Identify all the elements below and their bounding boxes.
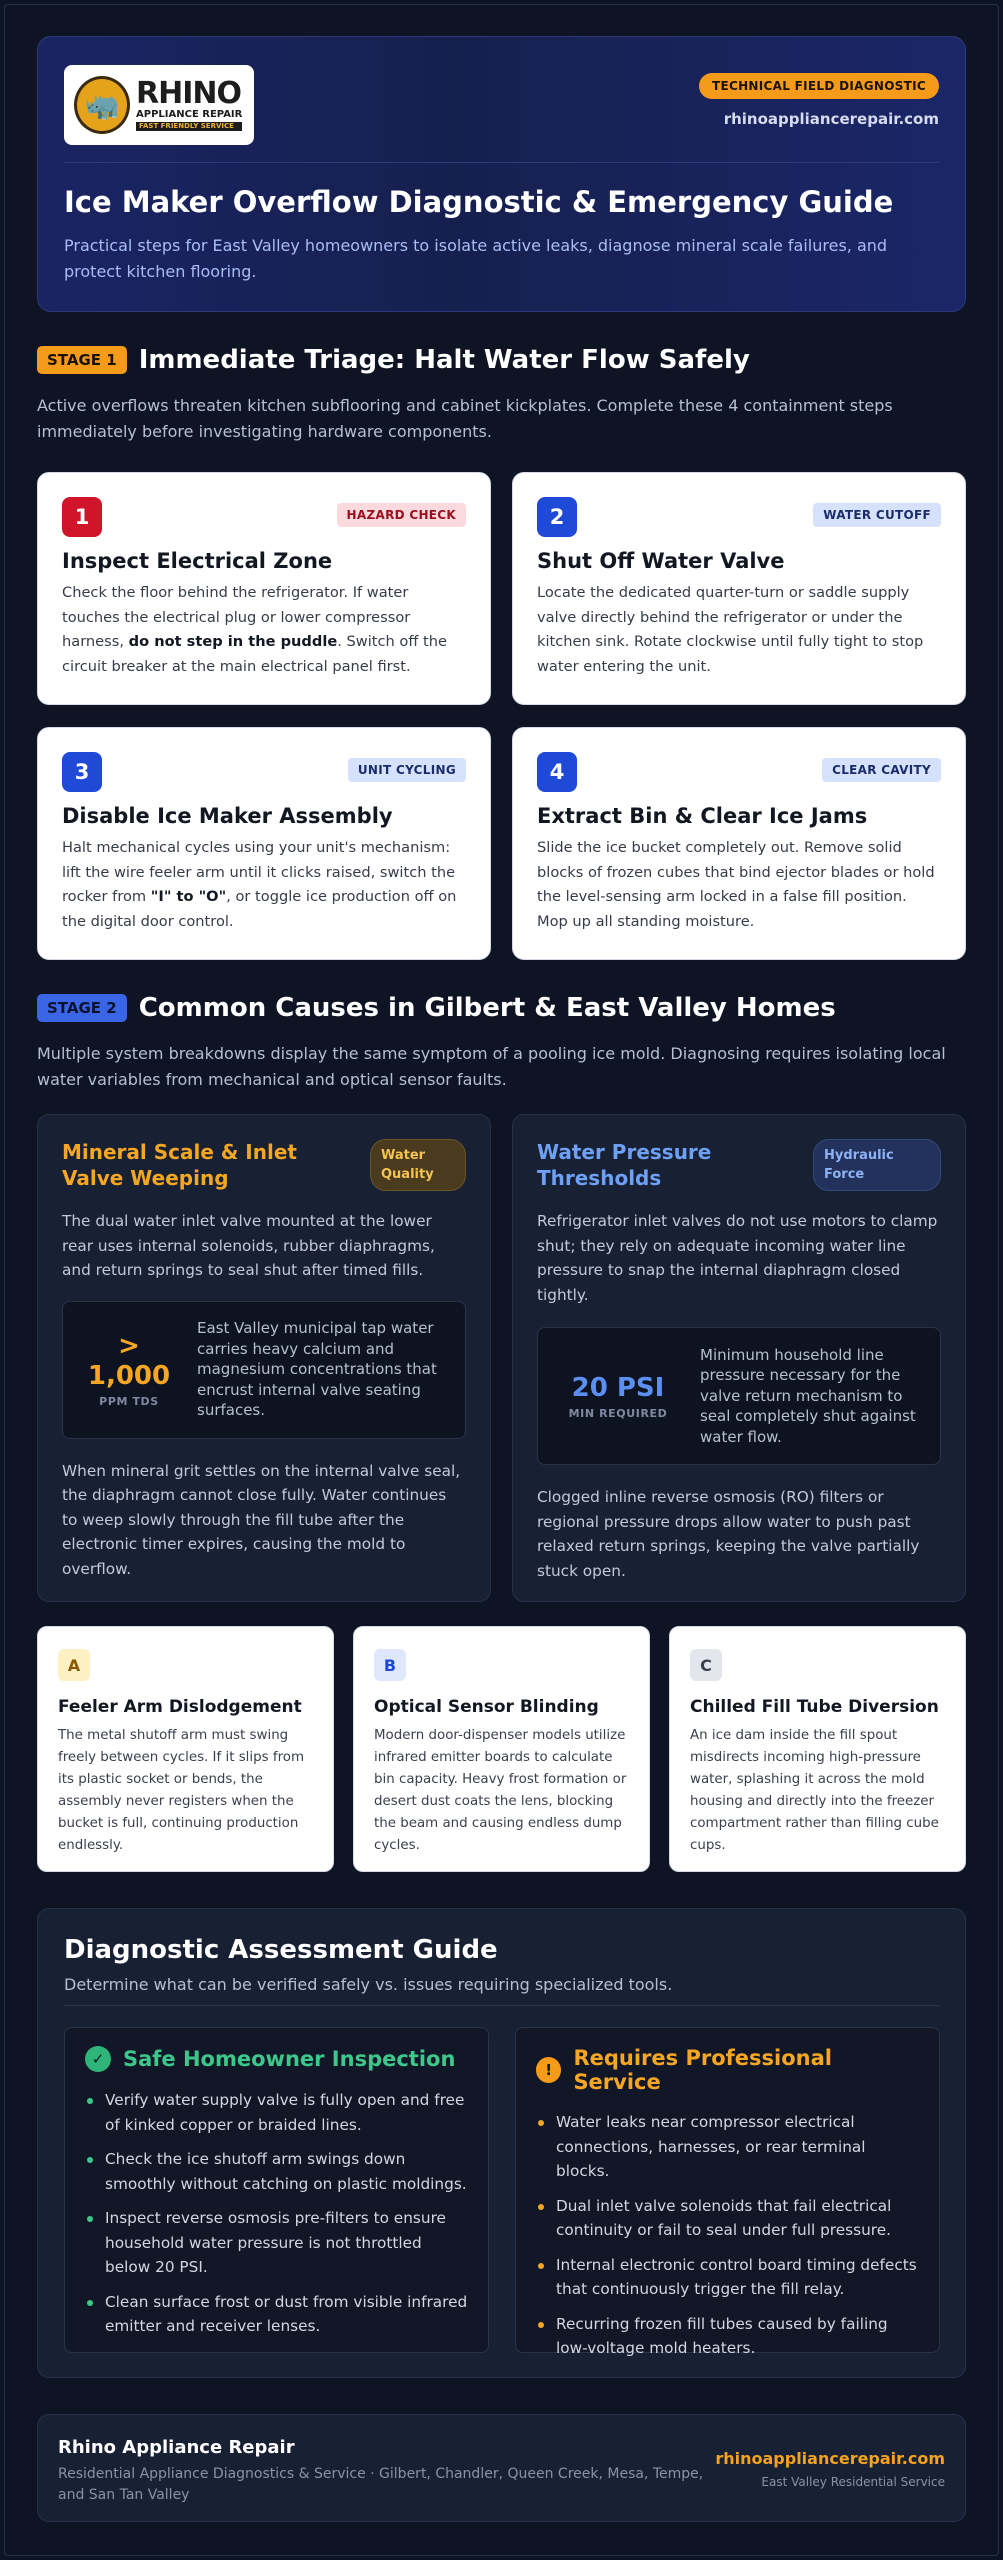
rhino-mascot-icon: 🦏 — [74, 76, 130, 134]
page-footer — [37, 2414, 966, 2522]
fault-text: The metal shutoff arm must swing freely between cycles. If it slips from its plastic socket or bends, the assembly never registers when the bucket is full, continuing production endlessly. — [58, 1728, 305, 1853]
pro-item: Dual inlet valve solenoids that fail electrical continuity or fail to seal under full pressure. — [536, 2194, 919, 2243]
step-number: 4 — [537, 752, 577, 792]
cycling-tag: UNIT CYCLING — [348, 758, 466, 782]
hero-divider — [64, 162, 939, 163]
step-number: 2 — [537, 497, 577, 537]
fault-letter: C — [690, 1649, 722, 1681]
switch-emphasis: "I" to "O" — [150, 888, 227, 905]
card-text: Slide the ice bucket completely out. Remove solid blocks of frozen cubes that bind ejector blades or hold the level-sensing arm locked in a false fill position. Mop up all standing moisture. — [537, 839, 935, 930]
pro-item: Internal electronic control board timing defects that continuously trigger the fill relay. — [536, 2253, 919, 2302]
footer-company-name: Rhino Appliance Repair — [58, 2437, 295, 2458]
water-quality-badge: Water Quality — [370, 1139, 466, 1191]
pro-item: Recurring frozen fill tubes caused by failing low-voltage mold heaters. — [536, 2312, 919, 2361]
fault-card-feeler-arm — [37, 1626, 334, 1872]
triage-card-ice-maker — [37, 727, 491, 960]
stat-value: 20 PSI — [571, 1372, 665, 1403]
logo-title: RHINO — [136, 76, 241, 111]
card-title: Extract Bin & Clear Ice Jams — [537, 804, 868, 828]
safe-item: Inspect reverse osmosis pre-filters to ensure household water pressure is not throttled below 20 PSI. — [85, 2206, 468, 2280]
stage1-title: Immediate Triage: Halt Water Flow Safely — [138, 345, 750, 375]
alert-icon: ! — [536, 2057, 561, 2083]
stage1-description: Active overflows threaten kitchen subflooring and cabinet kickplates. Complete these 4 containment steps immediately before investigating hardware components. — [37, 396, 893, 441]
site-link[interactable]: rhinoappliancerepair.com — [723, 110, 939, 128]
step-number: 3 — [62, 752, 102, 792]
logo-subtitle: APPLIANCE REPAIR — [136, 109, 243, 120]
fault-letter: A — [58, 1649, 90, 1681]
triage-card-electrical — [37, 472, 491, 705]
cause-panel-mineral-scale — [37, 1114, 491, 1602]
stage1-pill: STAGE 1 — [37, 346, 127, 374]
page-title: Ice Maker Overflow Diagnostic & Emergency Guide — [64, 185, 894, 219]
tds-stat-box — [62, 1301, 466, 1439]
footer-site-link[interactable]: rhinoappliancerepair.com — [715, 2449, 945, 2468]
warning-emphasis: do not step in the puddle — [128, 633, 338, 650]
stage2-description: Multiple system breakdowns display the same symptom of a pooling ice mold. Diagnosing requires isolating local water variables from mechanical and optical sensor faults. — [37, 1044, 946, 1089]
cutoff-tag: WATER CUTOFF — [813, 503, 941, 527]
safe-item: Verify water supply valve is fully open and free of kinked copper or braided lines. — [85, 2088, 468, 2137]
panel-outro: When mineral grit settles on the internal valve seal, the diaphragm cannot close fully. Water continues to weep slowly through the fill tube after the electronic timer expires, causing the mold to overflow. — [62, 1461, 461, 1578]
fault-title: Chilled Fill Tube Diversion — [690, 1697, 939, 1717]
panel-intro: Refrigerator inlet valves do not use motors to clamp shut; they rely on adequate incoming water line pressure to snap the internal diaphragm closed tightly. — [537, 1212, 938, 1304]
pro-item: Water leaks near compressor electrical connections, harnesses, or rear terminal blocks. — [536, 2110, 919, 2184]
diagnostic-badge: TECHNICAL FIELD DIAGNOSTIC — [699, 73, 939, 99]
hazard-tag: HAZARD CHECK — [337, 503, 466, 527]
triage-card-ice-bin — [512, 727, 966, 960]
card-text: Locate the dedicated quarter-turn or saddle supply valve directly behind the refrigerator or under the kitchen sink. Rotate clockwise until fully tight to stop water entering the unit. — [537, 584, 924, 675]
stat-unit: PPM TDS — [99, 1395, 159, 1408]
assessment-title: Diagnostic Assessment Guide — [64, 1935, 498, 1965]
fault-card-optical-sensor — [353, 1626, 650, 1872]
pro-title: Requires Professional Service — [573, 2046, 832, 2094]
assessment-divider — [64, 2005, 939, 2006]
card-title: Shut Off Water Valve — [537, 549, 785, 573]
fault-title: Feeler Arm Dislodgement — [58, 1697, 302, 1717]
panel-title: Mineral Scale & Inlet Valve Weeping — [62, 1140, 297, 1190]
safe-title: Safe Homeowner Inspection — [123, 2047, 456, 2071]
stat-prefix: > — [118, 1331, 140, 1361]
triage-card-water-valve — [512, 472, 966, 705]
safe-item: Check the ice shutoff arm swings down smoothly without catching on plastic moldings. — [85, 2147, 468, 2196]
stat-description: East Valley municipal tap water carries heavy calcium and magnesium concentrations that encrust internal valve seating surfaces. — [197, 1319, 437, 1420]
page-description: Practical steps for East Valley homeowners to isolate active leaks, diagnose mineral scale failures, and protect kitchen flooring. — [64, 236, 888, 281]
panel-intro: The dual water inlet valve mounted at the lower rear uses internal solenoids, rubber diaphragms, and return springs to seal shut after timed fills. — [62, 1212, 435, 1279]
cavity-tag: CLEAR CAVITY — [822, 758, 941, 782]
fault-card-fill-tube — [669, 1626, 966, 1872]
step-number: 1 — [62, 497, 102, 537]
fault-text: An ice dam inside the fill spout misdirects incoming high-pressure water, splashing it across the mold housing and directly into the freezer compartment rather than filling cube cups. — [690, 1728, 939, 1853]
panel-outro: Clogged inline reverse osmosis (RO) filters or regional pressure drops allow water to push past relaxed return springs, keeping the valve partially stuck open. — [537, 1488, 920, 1580]
fault-letter: B — [374, 1649, 406, 1681]
stat-value: 1,000 — [87, 1361, 171, 1391]
stat-description: Minimum household line pressure necessary for the valve return mechanism to seal completely shut against water flow. — [700, 1345, 916, 1446]
stage2-pill: STAGE 2 — [37, 994, 127, 1022]
stage2-title: Common Causes in Gilbert & East Valley Homes — [138, 993, 836, 1023]
fault-text: Modern door-dispenser models utilize infrared emitter boards to calculate bin capacity. Heavy frost formation or desert dust coats the lens, blocking the beam and causing endless dump cycles. — [374, 1728, 627, 1853]
check-icon: ✓ — [85, 2046, 111, 2072]
footer-service-area: East Valley Residential Service — [761, 2475, 945, 2489]
fault-title: Optical Sensor Blinding — [374, 1697, 599, 1717]
hero-banner — [37, 36, 966, 312]
panel-title: Water Pressure Thresholds — [537, 1140, 712, 1190]
safe-item: Clean surface frost or dust from visible infrared emitter and receiver lenses. — [85, 2290, 468, 2339]
psi-stat-box — [537, 1327, 941, 1465]
card-text: Halt mechanical cycles using your unit's mechanism: lift the wire feeler arm until it clicks raised, switch the rocker from "I" to "O", or toggle ice production off on the digital door control. — [62, 839, 457, 930]
footer-services: Residential Appliance Diagnostics & Service · Gilbert, Chandler, Queen Creek, Mesa, Tempe, and San Tan Valley — [58, 2466, 704, 2503]
cause-panel-water-pressure — [512, 1114, 966, 1602]
stat-unit: MIN REQUIRED — [568, 1406, 668, 1420]
stage1-header — [37, 343, 966, 377]
professional-service-column — [515, 2027, 940, 2357]
assessment-guide — [37, 1908, 966, 2378]
card-title: Disable Ice Maker Assembly — [62, 804, 393, 828]
card-text: Check the floor behind the refrigerator. If water touches the electrical plug or lower compressor harness, do not step in the puddle. Switch off the circuit breaker at the main electrical panel first. — [62, 584, 447, 675]
brand-logo[interactable] — [64, 65, 254, 145]
card-title: Inspect Electrical Zone — [62, 549, 333, 573]
assessment-subtitle: Determine what can be verified safely vs. issues requiring specialized tools. — [64, 1975, 673, 1994]
logo-tagline: FAST FRIENDLY SERVICE — [136, 122, 242, 131]
safe-inspection-column — [64, 2027, 489, 2353]
hydraulic-force-badge: Hydraulic Force — [813, 1139, 941, 1191]
stage2-header — [37, 991, 966, 1025]
